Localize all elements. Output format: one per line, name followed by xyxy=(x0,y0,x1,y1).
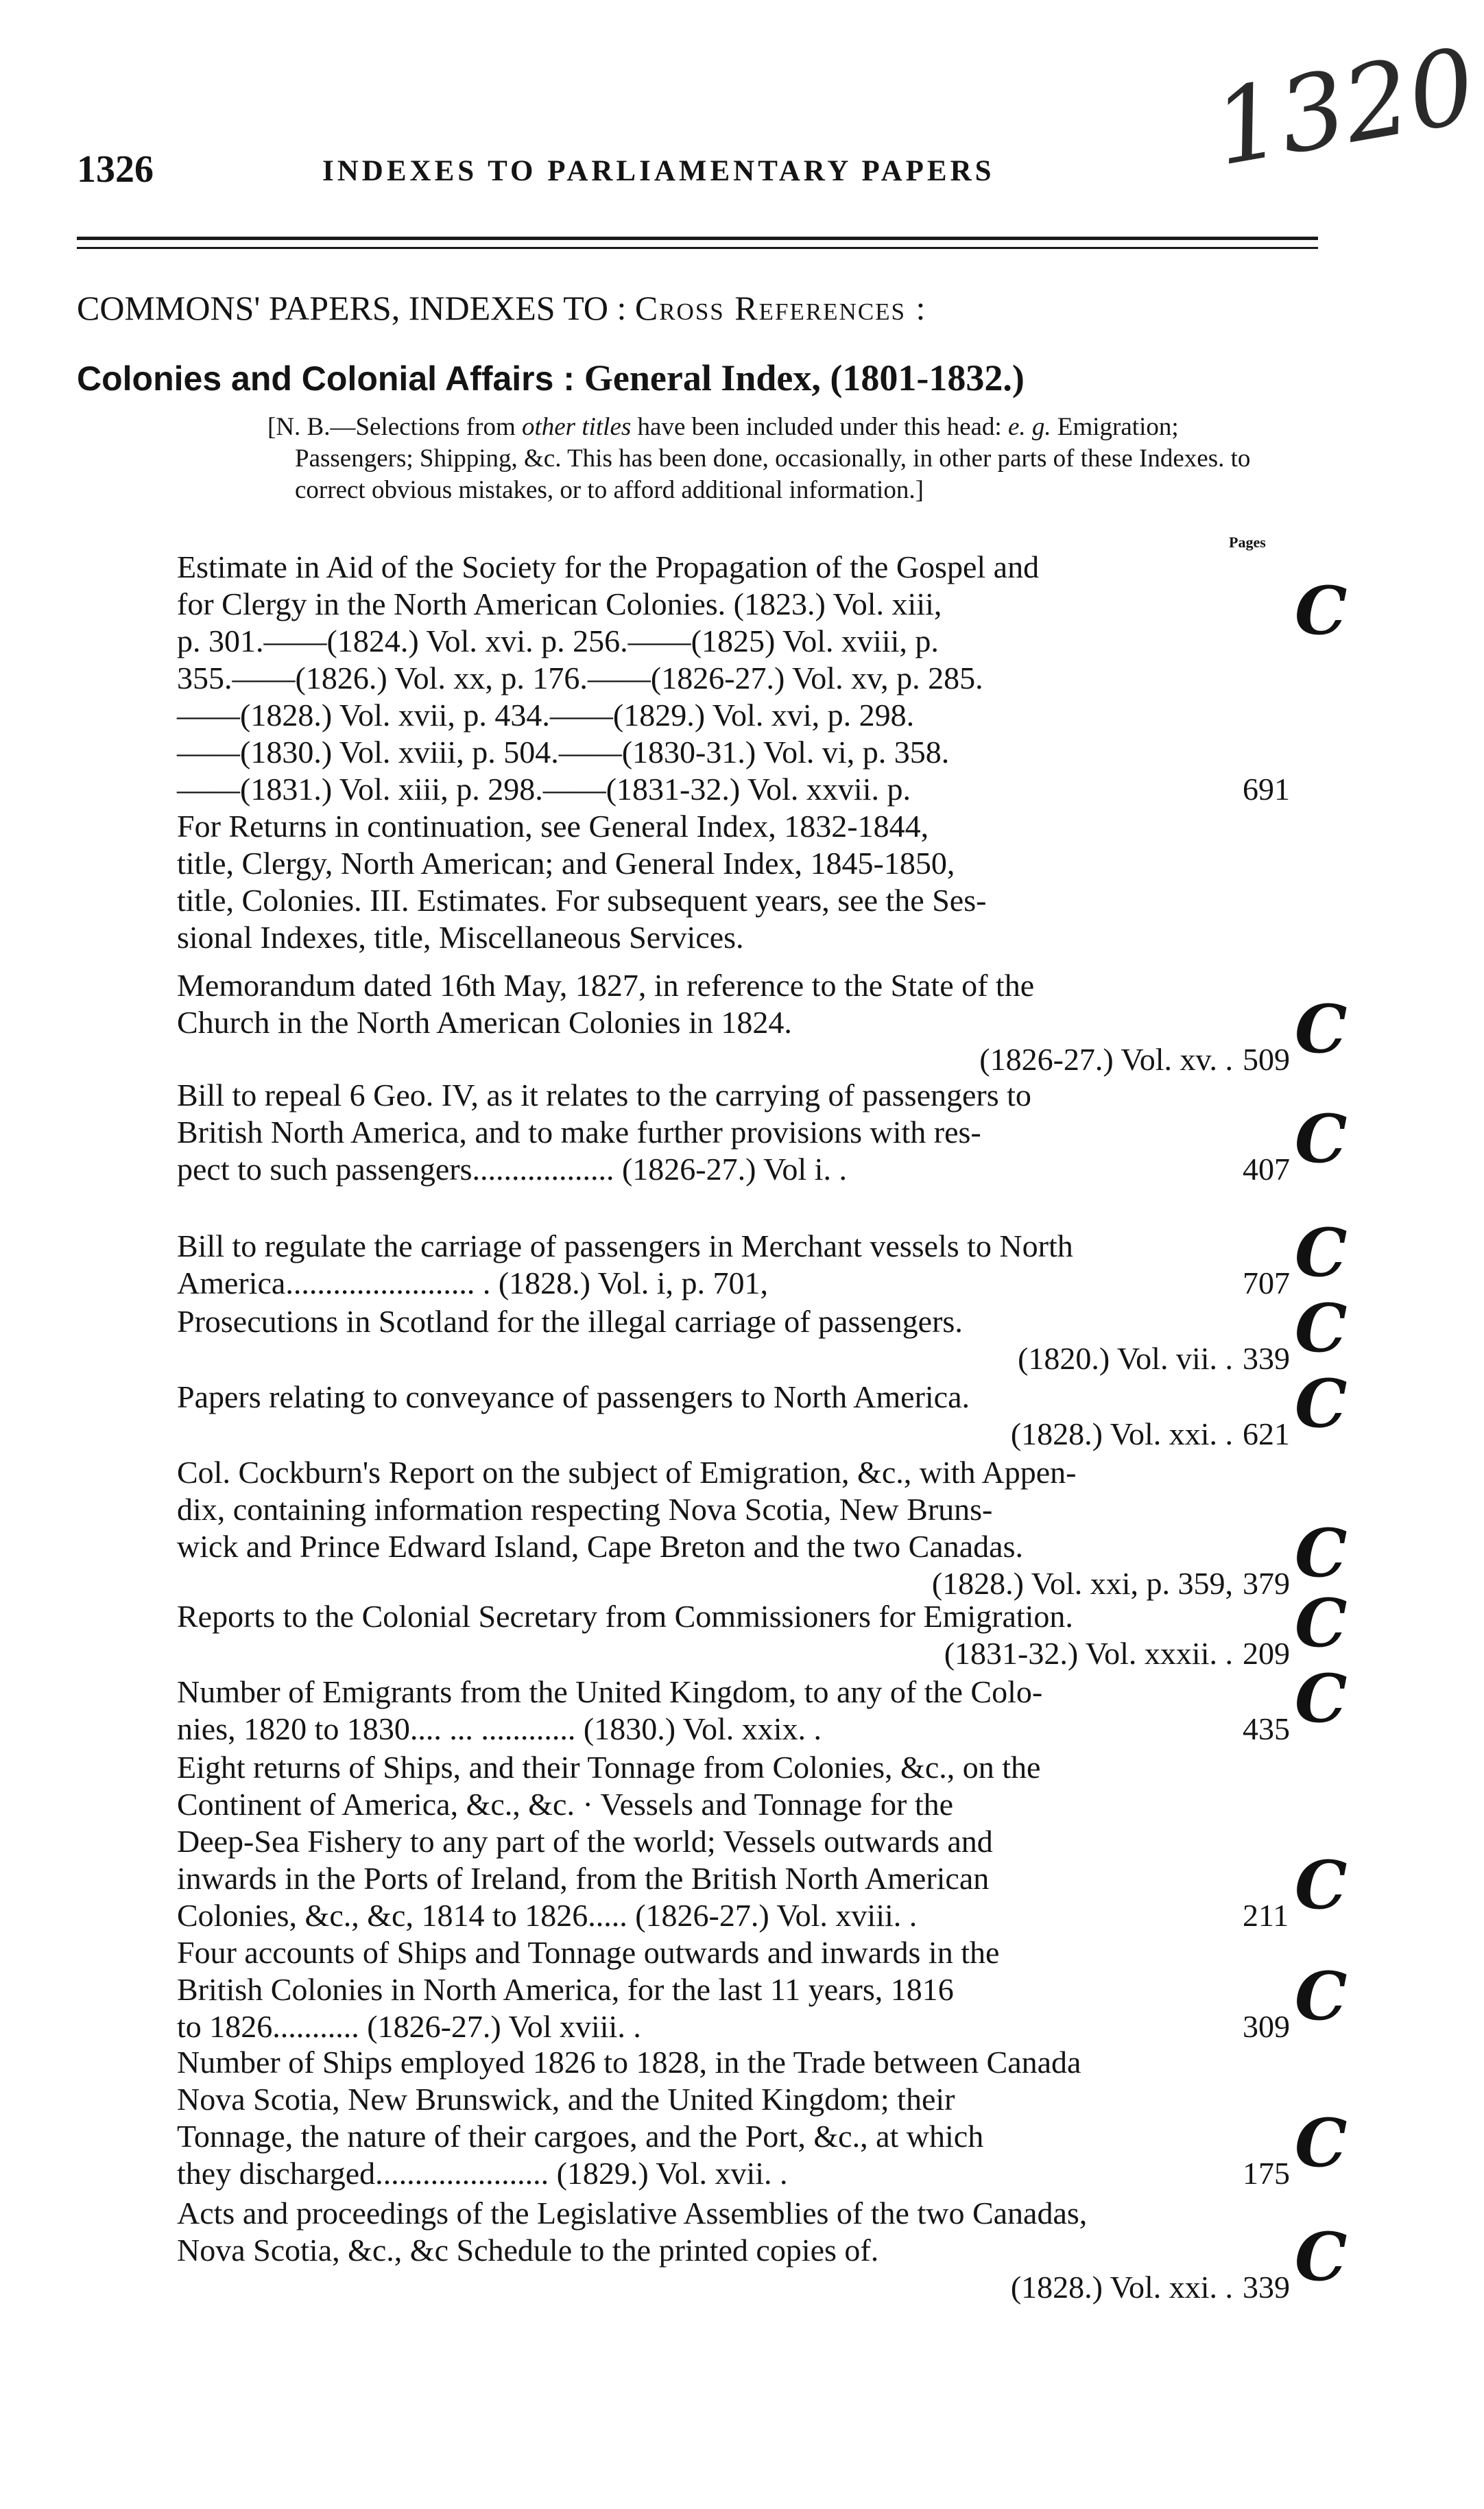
index-entry xyxy=(0,1934,1399,2045)
subject-heading xyxy=(77,357,1025,399)
index-entry xyxy=(0,2195,1399,2306)
entry-reference: (1826-27.) Vol. xv. . xyxy=(979,1042,1233,1077)
entry-line: Eight returns of Ships, and their Tonnage from Colonies, &c., on the xyxy=(177,1750,1041,1785)
entry-line: Reports to the Colonial Secretary from Commissioners for Emigration. xyxy=(177,1599,1073,1634)
index-entry xyxy=(0,1660,1399,1748)
header-rule-thick xyxy=(77,237,1318,240)
entry-line: title, Colonies. III. Estimates. For subsequent years, see the Ses- xyxy=(177,883,987,918)
index-entry xyxy=(0,1454,1399,1602)
margin-check-mark: C xyxy=(1295,1584,1348,1662)
entry-line: Four accounts of Ships and Tonnage outwards and inwards in the xyxy=(177,1935,1000,1970)
section-heading xyxy=(77,288,926,328)
margin-check-mark: C xyxy=(1295,2218,1348,2296)
entry-text xyxy=(177,1454,1233,1602)
index-entry xyxy=(0,1077,1399,1188)
index-entry xyxy=(0,967,1399,1078)
margin-check-mark: C xyxy=(1295,1289,1348,1367)
entry-reference: (1831-32.) Vol. xxxii. . xyxy=(944,1636,1233,1671)
subject-main: Colonies and Colonial Affairs : xyxy=(77,359,584,398)
note-text-3: Emigration; Passengers; Shipping, &c. This has been done, occasionally, in other parts of these Indexes. to correct obvious mistakes, or to afford additional information.] xyxy=(295,413,1251,504)
index-entry xyxy=(0,2044,1399,2192)
entry-reference: (1828.) Vol. xxi. . xyxy=(1010,2270,1233,2305)
margin-check-mark: C xyxy=(1295,1660,1348,1737)
entry-text xyxy=(177,1228,1233,1302)
margin-check-mark: C xyxy=(1295,1214,1348,1292)
entry-reference: (1828.) Vol. xxi, p. 359, xyxy=(931,1566,1233,1601)
note-italic-2: e. g. xyxy=(1007,413,1051,441)
margin-check-mark: C xyxy=(1295,1958,1348,2035)
entry-text xyxy=(177,2044,1233,2192)
margin-check-mark: C xyxy=(1295,1846,1348,1924)
pages-column-label: Pages xyxy=(1229,534,1266,551)
entry-line: Papers relating to conveyance of passengers to North America. xyxy=(177,1379,970,1414)
entry-page-number: 707 xyxy=(1243,1265,1290,1300)
margin-check-mark: C xyxy=(1295,1514,1348,1592)
entry-line: Continent of America, &c., &c. · Vessels and Tonnage for the xyxy=(177,1787,954,1822)
entry-line: sional Indexes, title, Miscellaneous Services. xyxy=(177,920,744,955)
entry-line: p. 301.——(1824.) Vol. xvi. p. 256.——(1825) Vol. xviii, p. xyxy=(177,623,939,658)
entry-text xyxy=(177,1934,1233,2045)
margin-check-mark: C xyxy=(1295,990,1348,1068)
entry-line: nies, 1820 to 1830.... ... ............ (1830.) Vol. xxix. . xyxy=(177,1711,822,1746)
entry-line: Nova Scotia, &c., &c Schedule to the printed copies of. xyxy=(177,2233,879,2268)
entry-page-number: 509 xyxy=(1243,1042,1290,1077)
entry-page-number: 407 xyxy=(1243,1152,1290,1187)
entry-page-number: 691 xyxy=(1243,772,1290,807)
index-entry xyxy=(0,1365,1399,1453)
entry-line: Number of Ships employed 1826 to 1828, in the Trade between Canada xyxy=(177,2045,1081,2080)
entry-line: America........................ . (1828.) Vol. i, p. 701, xyxy=(177,1265,769,1300)
entry-page-number: 339 xyxy=(1243,1341,1290,1376)
entry-line: Bill to regulate the carriage of passengers in Merchant vessels to North xyxy=(177,1228,1073,1263)
page-number: 1326 xyxy=(77,148,154,191)
entry-line: Number of Emigrants from the United Kingdom, to any of the Colo- xyxy=(177,1674,1043,1709)
entry-line: Tonnage, the nature of their cargoes, and the Port, &c., at which xyxy=(177,2119,984,2154)
entry-line: British North America, and to make further provisions with res- xyxy=(177,1115,981,1150)
entry-page-number: 309 xyxy=(1243,2009,1290,2044)
entry-line: Nova Scotia, New Brunswick, and the United Kingdom; their xyxy=(177,2082,955,2117)
note-text-1: [N. B.—Selections from xyxy=(267,413,522,441)
index-entry xyxy=(0,1584,1399,1672)
entry-text xyxy=(177,1303,1233,1377)
entry-text xyxy=(177,2195,1233,2306)
entry-page-number: 209 xyxy=(1243,1636,1290,1671)
handwritten-page-mark: 1320 xyxy=(1205,26,1484,189)
header-rule-thin xyxy=(77,247,1318,249)
entry-line: Bill to repeal 6 Geo. IV, as it relates to the carrying of passengers to xyxy=(177,1078,1031,1113)
entry-line: dix, containing information respecting Nova Scotia, New Bruns- xyxy=(177,1492,993,1527)
entry-text xyxy=(177,1077,1233,1188)
entry-line: British Colonies in North America, for the last 11 years, 1816 xyxy=(177,1972,954,2007)
entry-page-number: 211 xyxy=(1243,1898,1289,1933)
entry-page-number: 379 xyxy=(1243,1566,1290,1601)
entry-text xyxy=(177,1749,1233,1934)
running-title: INDEXES TO PARLIAMENTARY PAPERS xyxy=(322,155,995,187)
entry-reference: (1820.) Vol. vii. . xyxy=(1018,1341,1233,1376)
entry-reference: (1828.) Vol. xxi. . xyxy=(1010,1416,1233,1451)
margin-check-mark: C xyxy=(1295,572,1348,650)
entry-line: they discharged...................... (1829.) Vol. xvii. . xyxy=(177,2156,788,2191)
note-italic-1: other titles xyxy=(521,413,632,441)
entry-page-number: 175 xyxy=(1243,2156,1290,2191)
entry-line: title, Clergy, North American; and General Index, 1845-1850, xyxy=(177,846,955,881)
entry-line: Estimate in Aid of the Society for the Propagation of the Gospel and xyxy=(177,549,1040,584)
entry-line: Acts and proceedings of the Legislative Assemblies of the two Canadas, xyxy=(177,2196,1088,2231)
section-cross-references: Cross References : xyxy=(634,289,927,327)
subject-index: General Index, (1801-1832.) xyxy=(584,357,1025,399)
entry-line: ——(1830.) Vol. xviii, p. 504.——(1830-31.) Vol. vi, p. 358. xyxy=(177,735,950,770)
margin-check-mark: C xyxy=(1295,1365,1348,1442)
entry-line: Colonies, &c., &c, 1814 to 1826..... (1826-27.) Vol. xviii. . xyxy=(177,1898,918,1933)
index-entry xyxy=(0,549,1399,956)
margin-check-mark: C xyxy=(1295,1100,1348,1178)
entry-line: Prosecutions in Scotland for the illegal carriage of passengers. xyxy=(177,1304,963,1339)
entry-line: ——(1828.) Vol. xvii, p. 434.——(1829.) Vol. xvi, p. 298. xyxy=(177,698,915,733)
section-main: COMMONS' PAPERS, INDEXES TO : xyxy=(77,289,635,327)
entry-text xyxy=(177,1598,1233,1672)
entry-line: Church in the North American Colonies in 1824. xyxy=(177,1005,792,1040)
entry-line: 355.——(1826.) Vol. xx, p. 176.——(1826-27.) Vol. xv, p. 285. xyxy=(177,661,983,695)
entry-page-number: 339 xyxy=(1243,2270,1290,2305)
index-entry xyxy=(0,1289,1399,1377)
editorial-note xyxy=(267,412,1289,506)
entry-text xyxy=(177,967,1233,1078)
entry-line: for Clergy in the North American Colonies. (1823.) Vol. xiii, xyxy=(177,586,942,621)
index-entry xyxy=(0,1214,1399,1302)
entry-line: to 1826........... (1826-27.) Vol xviii. . xyxy=(177,2009,641,2044)
entry-line: ——(1831.) Vol. xiii, p. 298.——(1831-32.) Vol. xxvii. p. xyxy=(177,772,911,807)
entry-page-number: 435 xyxy=(1243,1711,1290,1746)
entry-text xyxy=(177,1674,1233,1748)
entry-line: wick and Prince Edward Island, Cape Breton and the two Canadas. xyxy=(177,1529,1023,1564)
entry-line: Col. Cockburn's Report on the subject of Emigration, &c., with Appen- xyxy=(177,1455,1077,1490)
entry-page-number: 621 xyxy=(1243,1416,1290,1451)
entry-line: inwards in the Ports of Ireland, from the British North American xyxy=(177,1861,990,1896)
entry-text xyxy=(177,1379,1233,1453)
entry-line: pect to such passengers.................. (1826-27.) Vol i. . xyxy=(177,1152,847,1187)
entry-line: Deep-Sea Fishery to any part of the world; Vessels outwards and xyxy=(177,1824,993,1859)
index-entry xyxy=(0,1749,1399,1934)
note-text-2: have been included under this head: xyxy=(631,413,1008,441)
margin-check-mark: C xyxy=(1295,2104,1348,2182)
entry-line: For Returns in continuation, see General Index, 1832-1844, xyxy=(177,809,929,844)
entry-text xyxy=(177,549,1233,956)
entry-line: Memorandum dated 16th May, 1827, in reference to the State of the xyxy=(177,968,1035,1003)
